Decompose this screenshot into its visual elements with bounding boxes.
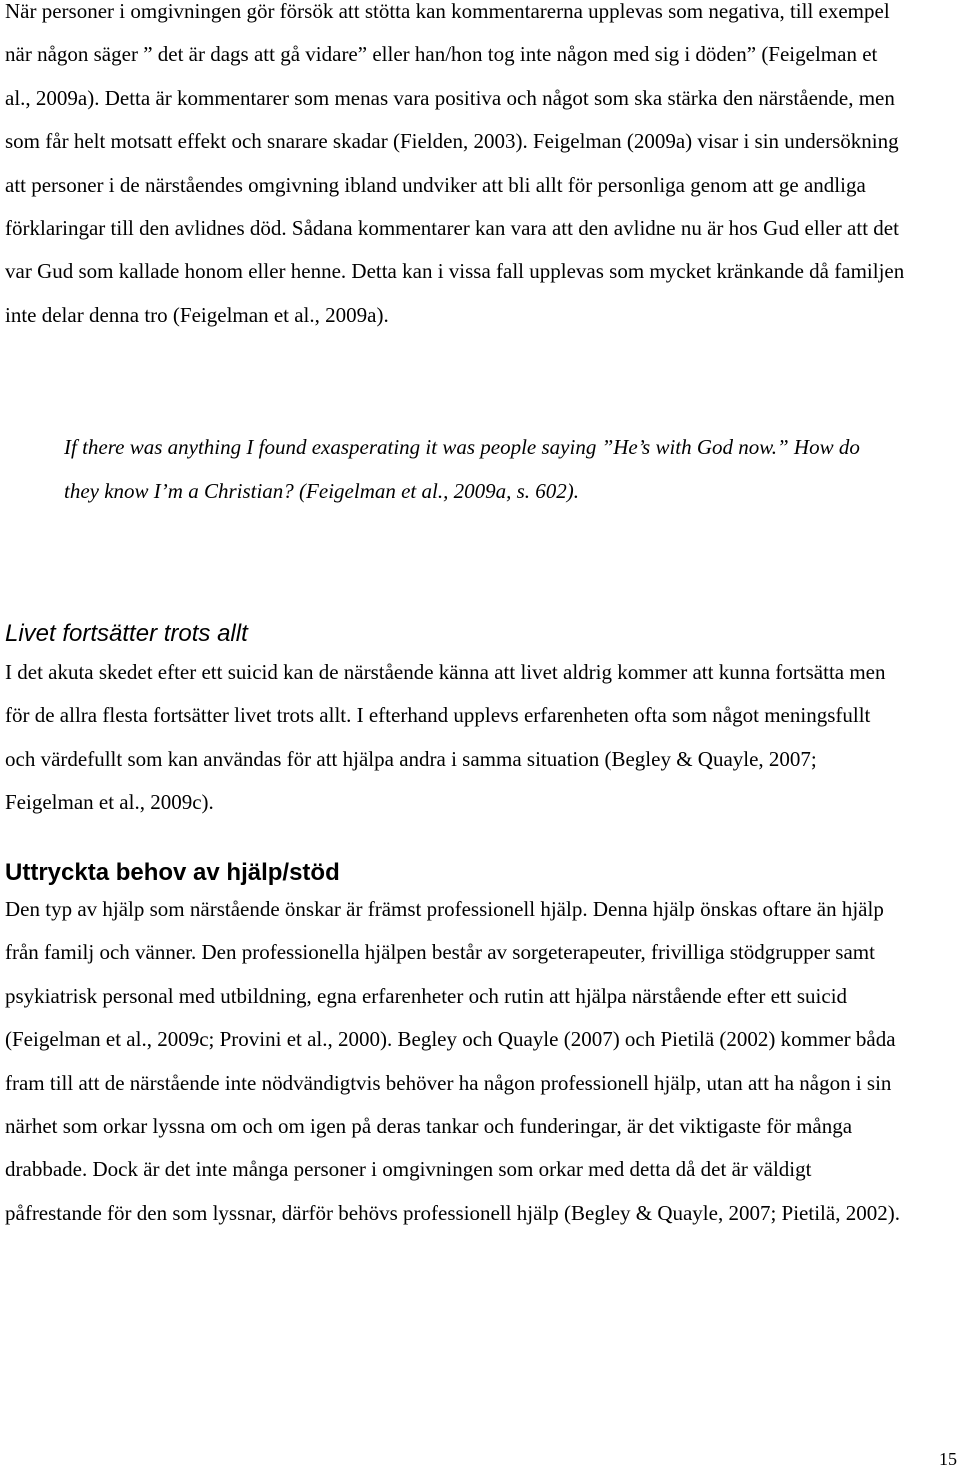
page-number: 15 (939, 1449, 957, 1469)
body-paragraph-1: När personer i omgivningen gör försök att stötta kan kommentarerna upplevas som negativa, till exempel när någon säger ” det är dags att gå vidare” eller han/hon tog inte någon med sig i döden” (Feigelman et al., 2009a). Detta är kommentarer som menas vara positiva och något som ska stärka den närstående, men som får helt motsatt effekt och snarare skadar (Fielden, 2003). Feigelman (2009a) visar i sin undersökning att personer i de närståendes omgivning ibland undviker att bli allt för personliga genom att ge andliga förklaringar till den avlidnes död. Sådana kommentarer kan vara att den avlidne nu är hos Gud eller att det var Gud som kallade honom eller henne. Detta kan i vissa fall upplevas som mycket kränkande då familjen inte delar denna tro (Feigelman et al., 2009a). (5, 0, 905, 327)
body-paragraph-2: I det akuta skedet efter ett suicid kan de närstående känna att livet aldrig kommer att kunna fortsätta men för de allra flesta fortsätter livet trots allt. I efterhand upplevs erfarenheten ofta som något meningsfullt och värdefullt som kan användas för att hjälpa andra i samma situation (Begley & Quayle, 2007; Feigelman et al., 2009c). (5, 660, 886, 815)
body-paragraph-3: Den typ av hjälp som närstående önskar är främst professionell hjälp. Denna hjälp önskas oftare än hjälp från familj och vänner. Den professionella hjälpen består av sorgeterapeuter, frivilliga stödgrupper samt psykiatrisk personal med utbildning, egna erfarenheter och rutin att hjälpa närstående efter ett suicid (Feigelman et al., 2009c; Provini et al., 2000). Begley och Quayle (2007) och Pietilä (2002) kommer båda fram till att de närstående inte nödvändigtvis behöver ha någon professionell hjälp, utan att ha någon i sin närhet som orkar lyssna om och om igen på deras tankar och funderingar, är det viktigaste för många drabbade. Dock är det inte många personer i omgivningen som orkar med detta då det är väldigt påfrestande för den som lyssnar, därför behövs professionell hjälp (Begley & Quayle, 2007; Pietilä, 2002). (5, 897, 900, 1225)
block-quote: If there was anything I found exasperating it was people saying ”He’s with God now.” How do they know I’m a Christian? (Feigelman et al., 2009a, s. 602). (64, 435, 860, 503)
section-heading-behov: Uttryckta behov av hjälp/stöd (5, 859, 340, 886)
section-heading-livet: Livet fortsätter trots allt (5, 620, 248, 647)
